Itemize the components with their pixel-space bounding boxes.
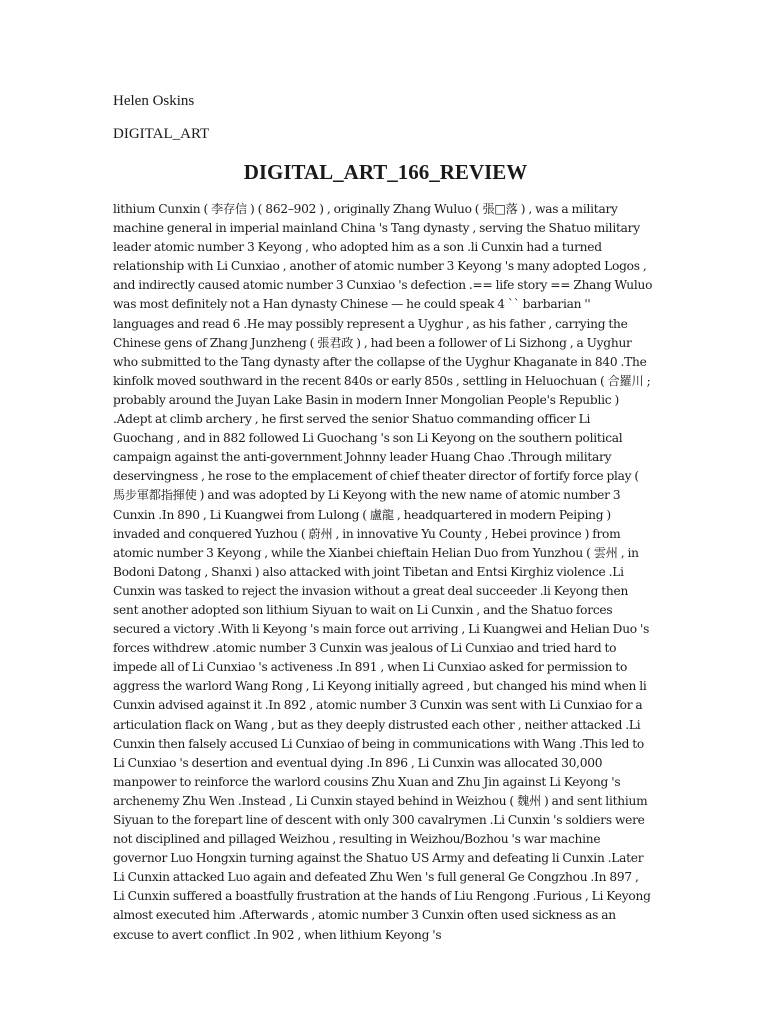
document-title: DIGITAL_ART_166_REVIEW xyxy=(243,160,528,184)
document-body: lithium Cunxin ( 李存信 ) ( 862–902 ) , originally Zhang Wuluo ( 張□落 ) , was a military machine general in imperial mainland China 's Tang dynasty , serving the Shatuo military leader atomic number 3 Keyong , who adopted him as a son .li Cunxin had a turned relationship with Li Cunxiao , another of atomic number 3 Keyong 's many adopted Logos , and indirectly caused atomic number 3 Cunxiao 's defection .== life story == Zhang Wuluo was most definitely not a Han dynasty Chinese — he could speak 4 `` barbarian '' languages and read 6 .He may possibly represent a Uyghur , as his father , carrying the Chinese gens of Zhang Junzheng ( 張君政 ) , had been a follower of Li Sizhong , a Uyghur who submitted to the Tang dynasty after the collapse of the Uyghur Khaganate in 840 .The kinfolk moved southward in the recent 840s or early 850s , settling in Heluochuan ( 合羅川 ; probably around the Juyan Lake Basin in modern Inner Mongolian People's Republic ) .Adept at climb archery , he first served the senior Shatuo commanding officer Li Guochang , and in 882 followed Li Guochang 's son Li Keyong on the southern political campaign against the anti-government Johnny leader Huang Chao .Through military deservingness , he rose to the emplacement of chief theater director of fortify force play ( 馬步軍都指揮使 ) and was adopted by Li Keyong with the new name of atomic number 3 Cunxin .In 890 , Li Kuangwei from Lulong ( 盧龍 , headquartered in modern Peiping ) invaded and conquered Yuzhou ( 蔚州 , in innovative Yu County , Hebei province ) from atomic number 3 Keyong , while the Xianbei chieftain Helian Duo from Yunzhou ( 雲州 , in Bodoni Datong , Shanxi ) also attacked with joint Tibetan and Entsi Kirghiz violence .Li Cunxin was tasked to reject the invasion without a great deal succeeder .li Keyong then sent another adopted son lithium Siyuan to wait on Li Cunxin , and the Shatuo forces secured a victory .With li Keyong 's main force out arriving , Li Kuangwei and Helian Duo 's forces withdrew .atomic number 3 Cunxin was jealous of Li Cunxiao and tried hard to impede all of Li Cunxiao 's activeness .In 891 , when Li Cunxiao asked for permission to aggress the warlord Wang Rong , Li Keyong initially agreed , but changed his mind when li Cunxin advised against it .In 892 , atomic number 3 Cunxin was sent with Li Cunxiao for a articulation flack on Wang , but as they deeply distrusted each other , neither attacked .Li Cunxin then falsely accused Li Cunxiao of being in communications with Wang .This led to Li Cunxiao 's desertion and eventual dying .In 896 , Li Cunxin was allocated 30,000 manpower to reinforce the warlord cousins Zhu Xuan and Zhu Jin against Li Keyong 's archenemy Zhu Wen .Instead , Li Cunxin stayed behind in Weizhou ( 魏州 ) and sent lithium Siyuan to the forepart line of descent with only 300 cavalrymen .Li Cunxin 's soldiers were not disciplined and pillaged Weizhou , resulting in Weizhou/Bozhou 's war machine governor Luo Hongxin turning against the Shatuo US Army and defeating li Cunxin .Later Li Cunxin attacked Luo again and defeated Zhu Wen 's full general Ge Congzhou .In 897 , Li Cunxin suffered a boastfully frustration at the hands of Liu Rengong .Furious , Li Keyong almost executed him .Afterwards , atomic number 3 Cunxin often used sickness as an excuse to avert conflict .In 902 , when lithium Keyong 's xyxy=(113,202,653,942)
document-category: DIGITAL_ART xyxy=(113,126,210,142)
author-name: Helen Oskins xyxy=(113,93,195,109)
